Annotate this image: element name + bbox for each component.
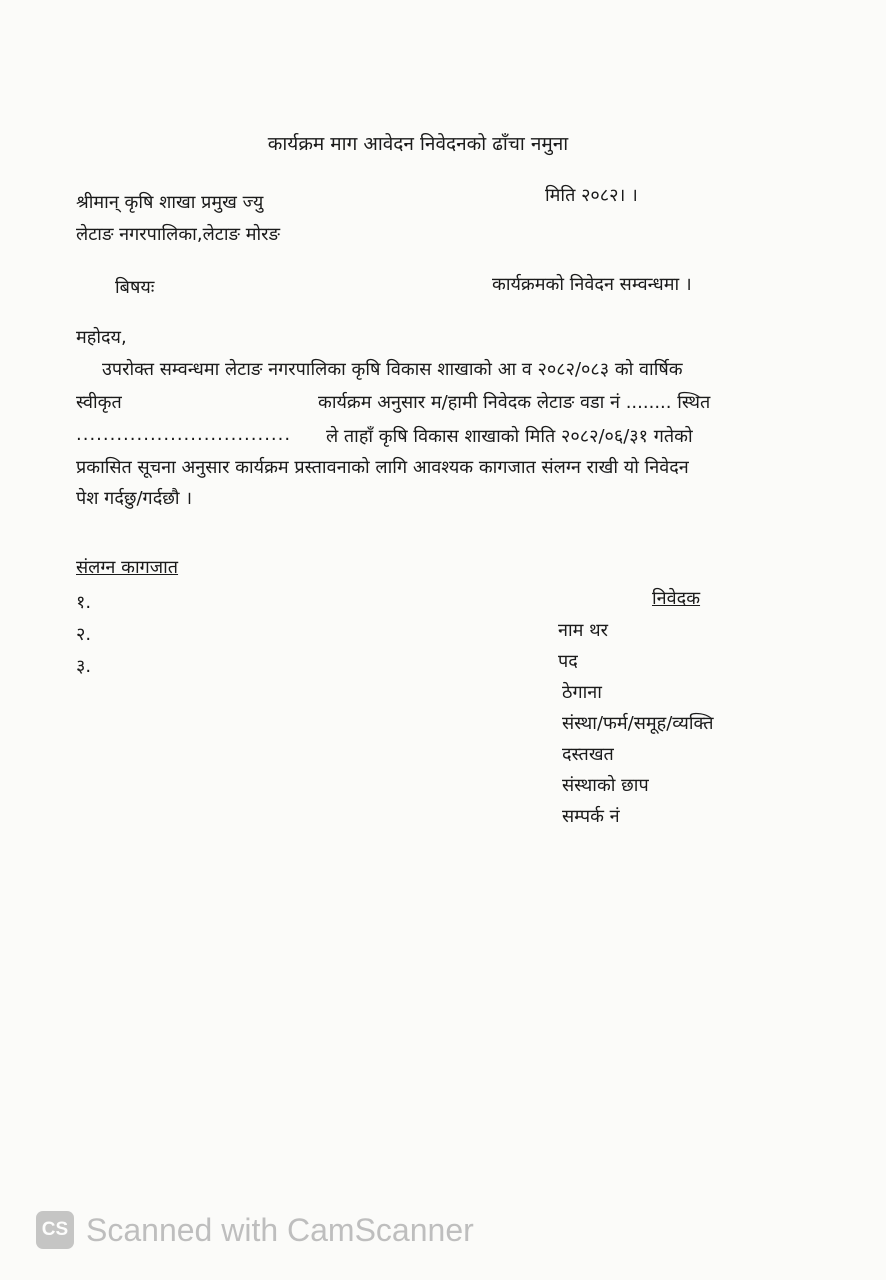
subject-text: कार्यक्रमको निवेदन सम्वन्धमा । (492, 274, 692, 295)
applicant-field-address: ठेगाना (562, 682, 602, 703)
body-line-2-start: स्वीकृत (76, 392, 122, 413)
applicant-field-stamp: संस्थाको छाप (562, 775, 649, 796)
camscanner-logo-icon: CS (36, 1211, 74, 1249)
body-line-3-blank: ................................ (76, 424, 292, 445)
addressee-line-2: लेटाङ नगरपालिका,लेटाङ मोरङ (76, 224, 280, 245)
date-field: मिति २०८२। । (545, 185, 638, 206)
camscanner-watermark (36, 1208, 474, 1252)
applicant-field-signature: दस्तखत (562, 744, 614, 765)
body-line-1: उपरोक्त सम्वन्धमा लेटाङ नगरपालिका कृषि विकास शाखाको आ व २०८२/०८३ को वार्षिक (102, 359, 683, 380)
addressee-line-1: श्रीमान् कृषि शाखा प्रमुख ज्यु (76, 192, 264, 213)
applicant-field-name: नाम थर (558, 620, 609, 641)
body-line-4: प्रकासित सूचना अनुसार कार्यक्रम प्रस्तावनाको लागि आवश्यक कागजात संलग्न राखी यो निवेदन (76, 457, 689, 478)
applicant-field-organization: संस्था/फर्म/समूह/व्यक्ति (562, 713, 714, 734)
applicant-heading: निवेदक (652, 588, 701, 609)
body-line-3-end: ले ताहाँ कृषि विकास शाखाको मिति २०८२/०६/३१ गतेको (326, 426, 693, 447)
salutation: महोदय, (76, 327, 127, 348)
body-line-5: पेश गर्दछु/गर्दछौ । (76, 488, 193, 509)
applicant-field-position: पद (558, 651, 578, 672)
attachment-item: ३. (76, 656, 92, 677)
document-title: कार्यक्रम माग आवेदन निवेदनको ढाँचा नमुना (267, 133, 569, 155)
subject-label: बिषयः (115, 277, 155, 298)
applicant-field-contact: सम्पर्क नं (562, 806, 620, 827)
attachment-item: २. (76, 624, 92, 645)
attachment-item: १. (76, 592, 92, 613)
watermark-text: Scanned with CamScanner (86, 1211, 474, 1248)
body-line-2-end: कार्यक्रम अनुसार म/हामी निवेदक लेटाङ वडा नं ........ स्थित (318, 392, 711, 413)
attachments-heading: संलग्न कागजात (76, 557, 179, 578)
